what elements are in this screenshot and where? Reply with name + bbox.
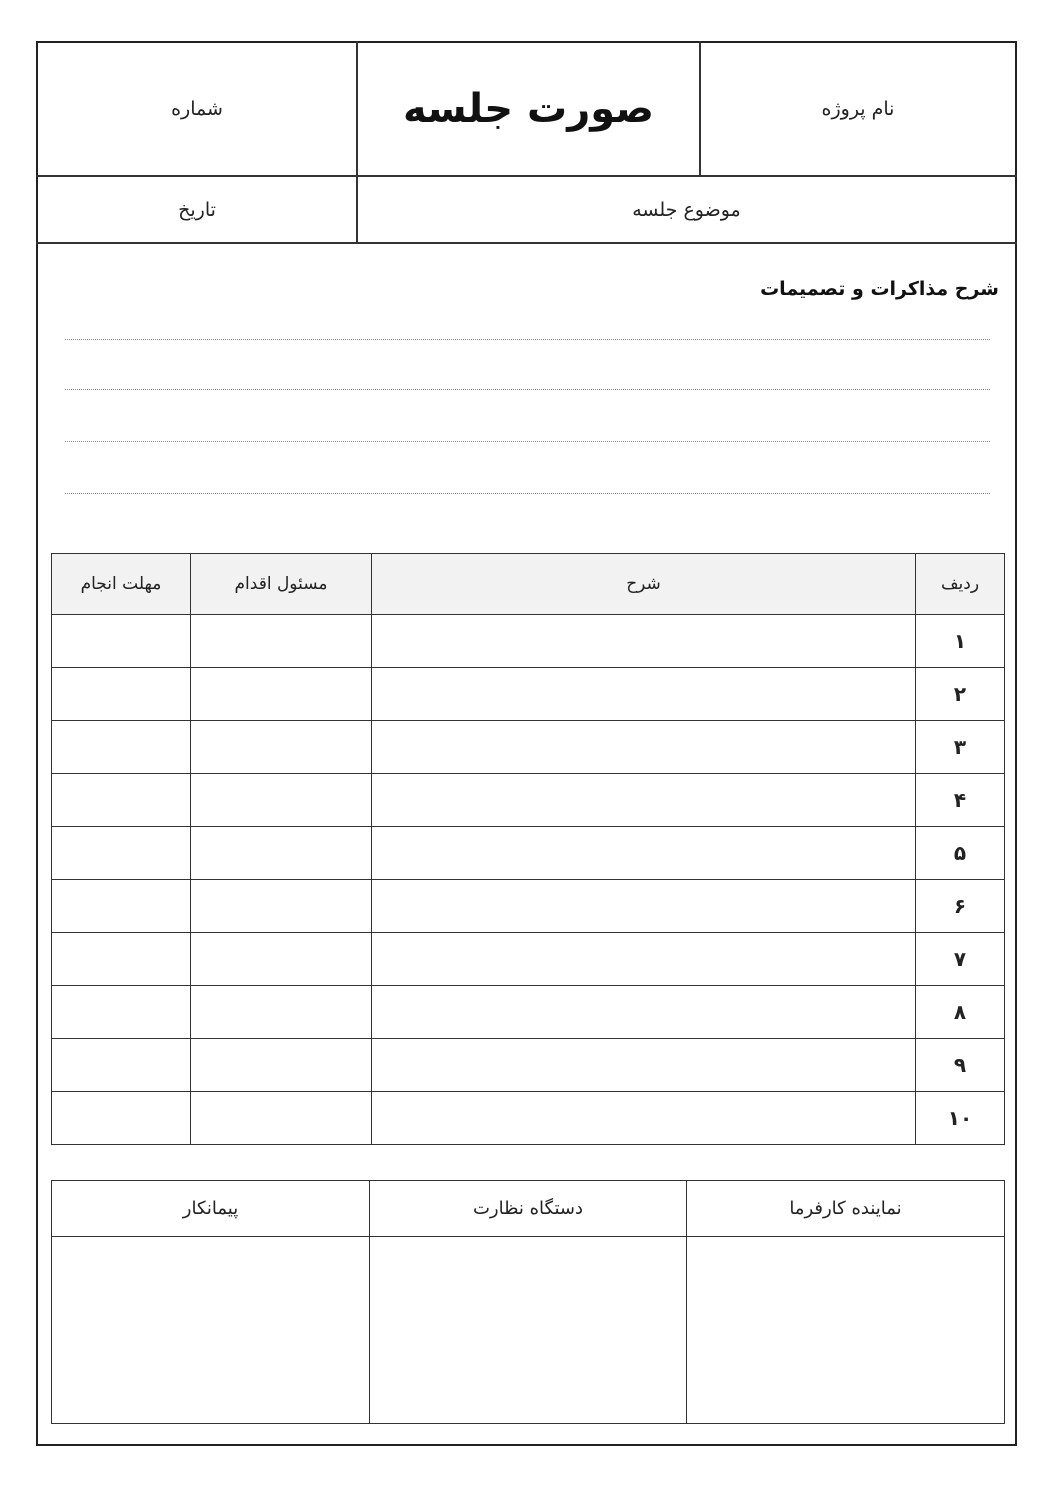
discussion-title: شرح مذاکرات و تصمیمات bbox=[760, 278, 999, 300]
responsible-cell[interactable] bbox=[191, 721, 372, 774]
signature-table bbox=[51, 1180, 1005, 1424]
signature-contractor-box[interactable] bbox=[52, 1237, 370, 1424]
deadline-cell[interactable] bbox=[52, 933, 191, 986]
table-row bbox=[52, 1039, 1005, 1092]
table-row bbox=[52, 774, 1005, 827]
row-number-cell: ۶ bbox=[916, 880, 1005, 933]
number-label: شماره bbox=[171, 98, 223, 120]
table-row bbox=[52, 721, 1005, 774]
row-number-cell: ۳ bbox=[916, 721, 1005, 774]
table-row bbox=[52, 615, 1005, 668]
column-header-row-number: ردیف bbox=[916, 554, 1005, 615]
deadline-cell[interactable] bbox=[52, 1039, 191, 1092]
writing-line bbox=[65, 339, 990, 340]
description-cell[interactable] bbox=[372, 880, 916, 933]
responsible-cell[interactable] bbox=[191, 668, 372, 721]
deadline-cell[interactable] bbox=[52, 880, 191, 933]
table-row bbox=[52, 827, 1005, 880]
signature-employer-box[interactable] bbox=[687, 1237, 1005, 1424]
deadline-cell[interactable] bbox=[52, 827, 191, 880]
description-cell[interactable] bbox=[372, 827, 916, 880]
signature-header-row bbox=[52, 1181, 1005, 1237]
deadline-cell[interactable] bbox=[52, 986, 191, 1039]
writing-line bbox=[65, 389, 990, 390]
row-number-cell: ۴ bbox=[916, 774, 1005, 827]
row-number-cell: ۵ bbox=[916, 827, 1005, 880]
responsible-cell[interactable] bbox=[191, 933, 372, 986]
action-items-table bbox=[51, 553, 1005, 1145]
header-bottom-line bbox=[36, 242, 1017, 244]
date-label: تاریخ bbox=[178, 198, 216, 221]
description-cell[interactable] bbox=[372, 615, 916, 668]
row-number-cell: ۲ bbox=[916, 668, 1005, 721]
deadline-cell[interactable] bbox=[52, 721, 191, 774]
responsible-cell[interactable] bbox=[191, 1092, 372, 1145]
meeting-subject-label: موضوع جلسه bbox=[632, 198, 741, 221]
signature-contractor-label: پیمانکار bbox=[52, 1181, 370, 1237]
responsible-cell[interactable] bbox=[191, 827, 372, 880]
deadline-cell[interactable] bbox=[52, 774, 191, 827]
writing-line bbox=[65, 493, 990, 494]
deadline-cell[interactable] bbox=[52, 668, 191, 721]
project-name-label: نام پروژه bbox=[821, 98, 895, 120]
row-number-cell: ۱ bbox=[916, 615, 1005, 668]
table-header-row bbox=[52, 554, 1005, 615]
table-row bbox=[52, 880, 1005, 933]
signature-employer-label: نماینده کارفرما bbox=[687, 1181, 1005, 1237]
page-title: صورت جلسه bbox=[403, 86, 654, 132]
table-row bbox=[52, 986, 1005, 1039]
signature-supervisor-label: دستگاه نظارت bbox=[370, 1181, 687, 1237]
description-cell[interactable] bbox=[372, 1092, 916, 1145]
description-cell[interactable] bbox=[372, 1039, 916, 1092]
row-number-cell: ۷ bbox=[916, 933, 1005, 986]
column-header-deadline: مهلت انجام bbox=[52, 554, 191, 615]
row-number-cell: ۹ bbox=[916, 1039, 1005, 1092]
table-row bbox=[52, 668, 1005, 721]
description-cell[interactable] bbox=[372, 774, 916, 827]
description-cell[interactable] bbox=[372, 933, 916, 986]
responsible-cell[interactable] bbox=[191, 986, 372, 1039]
table-row bbox=[52, 933, 1005, 986]
row-number-cell: ۸ bbox=[916, 986, 1005, 1039]
column-header-responsible: مسئول اقدام bbox=[191, 554, 372, 615]
writing-line bbox=[65, 441, 990, 442]
signature-row bbox=[52, 1237, 1005, 1424]
description-cell[interactable] bbox=[372, 668, 916, 721]
responsible-cell[interactable] bbox=[191, 880, 372, 933]
table-row bbox=[52, 1092, 1005, 1145]
deadline-cell[interactable] bbox=[52, 615, 191, 668]
column-header-description: شرح bbox=[372, 554, 916, 615]
responsible-cell[interactable] bbox=[191, 774, 372, 827]
row-number-cell: ۱۰ bbox=[916, 1092, 1005, 1145]
description-cell[interactable] bbox=[372, 721, 916, 774]
description-cell[interactable] bbox=[372, 986, 916, 1039]
responsible-cell[interactable] bbox=[191, 615, 372, 668]
responsible-cell[interactable] bbox=[191, 1039, 372, 1092]
deadline-cell[interactable] bbox=[52, 1092, 191, 1145]
signature-supervisor-box[interactable] bbox=[370, 1237, 687, 1424]
